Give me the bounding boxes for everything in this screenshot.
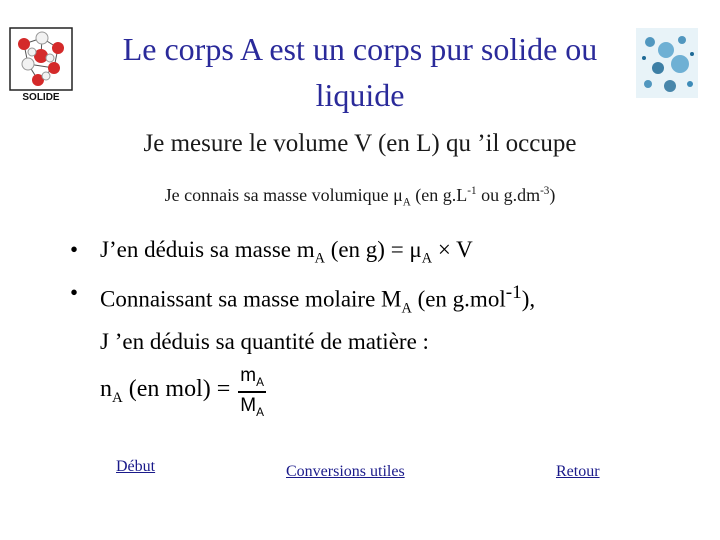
bullet-marker: • (70, 279, 79, 305)
volume-statement: Je mesure le volume V (en L) qu ’il occupe (143, 130, 577, 157)
bullet-text-molaire: Connaissant sa masse molaire $M_A$ (en g.mol$^{-1}$), J ’en déduis sa quantité de matière : (100, 281, 536, 354)
logo-caption: SOLIDE (22, 92, 60, 103)
list-item (70, 233, 690, 276)
title-line-1: Le corps A est un corps pur solide ou (122, 31, 598, 67)
retour-link[interactable]: Retour (556, 463, 600, 480)
mole-formula (100, 365, 266, 419)
list-item (70, 276, 690, 358)
masse-volumique-statement: Je connais sa masse volumique $\mu_A$ (en $g.L^{-1}$ ou $g.dm^{-3}$) (164, 185, 556, 209)
conversions-utiles-link[interactable]: Conversions utiles (286, 463, 405, 480)
bullet-text-masse: J’en déduis sa masse $m_A$ (en $g) = \mu_A \times V$ (100, 237, 473, 267)
fraction-numerator: $m_A$ (240, 365, 264, 389)
formula-fraction (238, 365, 266, 419)
bullet-marker: • (70, 237, 79, 262)
slide-title (60, 26, 660, 118)
fraction-denominator: $M_A$ (240, 394, 264, 419)
title-line-2: liquide (315, 77, 405, 113)
formula-lhs: $n_A$ (en mol) = (100, 376, 231, 407)
bullet-list (70, 233, 690, 358)
debut-link[interactable]: Début (116, 458, 156, 475)
